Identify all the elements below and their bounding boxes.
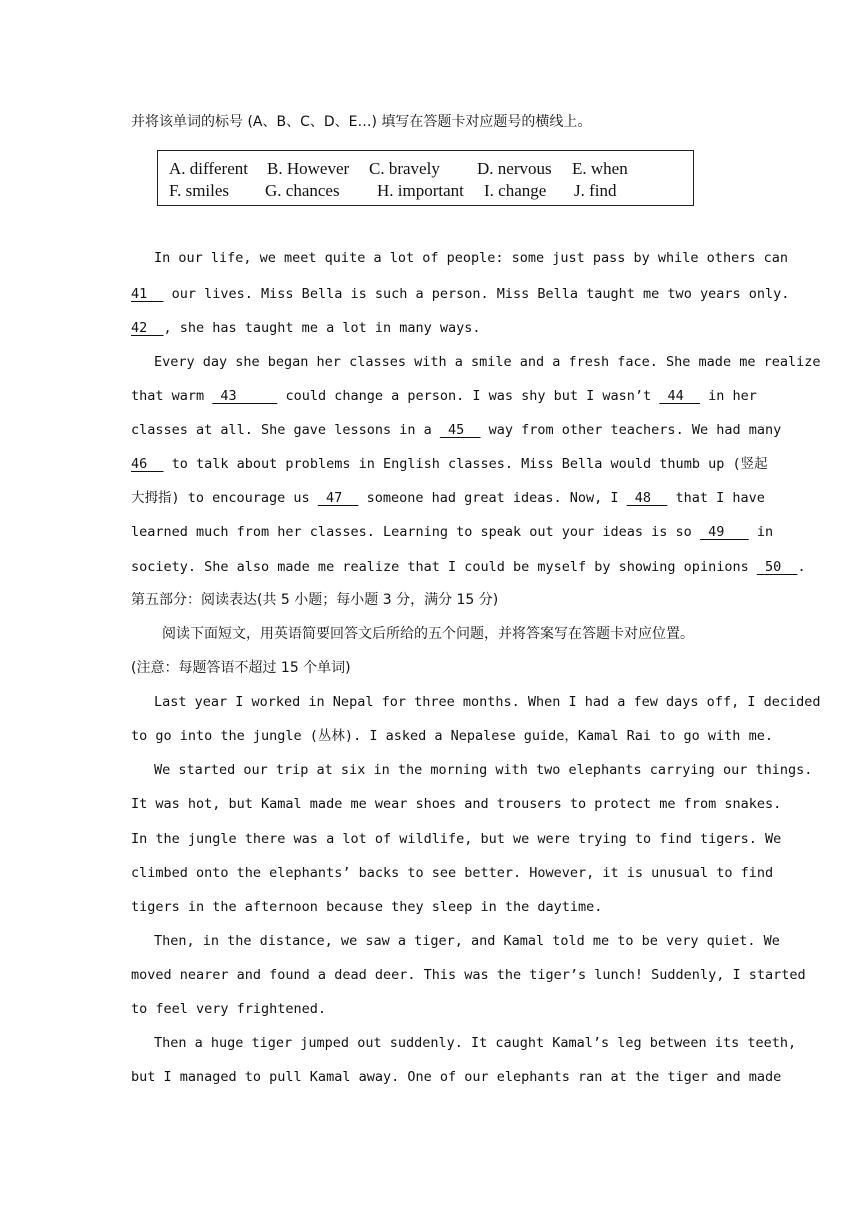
word-bank-box [157, 150, 694, 206]
passage-line: It was hot, but Kamal made me wear shoes and trousers to protect me from snakes. [131, 796, 782, 812]
section-title: 第五部分：阅读表达(共 5 小题；每小题 3 分，满分 15 分) [131, 592, 499, 608]
word-bank-option-c: C. bravely [369, 159, 440, 178]
answer-blank-45[interactable]: 45 [439, 422, 481, 438]
passage-line: Then, in the distance, we saw a tiger, and Kamal told me to be very quiet. We [154, 933, 780, 949]
passage-line: In the jungle there was a lot of wildlife, but we were trying to find tigers. We [131, 831, 782, 847]
passage-line: but I managed to pull Kamal away. One of our elephants ran at the tiger and made [131, 1069, 782, 1085]
section-note: (注意：每题答语不超过 15 个单词) [131, 660, 351, 676]
cloze-line: 46 to talk about problems in English classes. Miss Bella would thumb up (竖起 [131, 456, 768, 472]
answer-blank-47[interactable]: 47 [317, 490, 359, 506]
passage-line: to go into the jungle (丛林). I asked a Nepalese guide，Kamal Rai to go with me. [131, 728, 773, 744]
word-bank-option-i: I. change [484, 181, 547, 200]
word-bank-option-e: E. when [572, 159, 628, 178]
cloze-line: 大拇指) to encourage us 47 someone had great ideas. Now, I 48 that I have [131, 490, 765, 506]
cloze-line: society. She also made me realize that I could be myself by showing opinions 50 . [131, 559, 806, 575]
word-bank-option-g: G. chances [265, 181, 340, 200]
answer-blank-50[interactable]: 50 [756, 559, 798, 575]
passage-line: to feel very frightened. [131, 1001, 327, 1017]
word-bank-option-j: J. find [574, 181, 617, 200]
answer-blank-48[interactable]: 48 [626, 490, 668, 506]
answer-blank-44[interactable]: 44 [659, 388, 700, 404]
cloze-line: 41 our lives. Miss Bella is such a person. Miss Bella taught me two years only. [131, 286, 790, 302]
answer-blank-43[interactable]: 43 [212, 388, 278, 404]
answer-blank-42[interactable]: 42 [131, 320, 164, 336]
answer-blank-49[interactable]: 49 [699, 524, 749, 540]
cloze-line: 42 , she has taught me a lot in many ways. [131, 320, 481, 336]
word-bank-option-b: B. However [267, 159, 350, 178]
instruction-top: 并将该单词的标号 (A、B、C、D、E…) 填写在答题卡对应题号的横线上。 [131, 114, 592, 130]
answer-blank-41[interactable]: 41 [131, 286, 164, 302]
answer-blank-46[interactable]: 46 [131, 456, 164, 472]
cloze-line: Every day she began her classes with a smile and a fresh face. She made me realize [154, 354, 821, 370]
word-bank-option-d: D. nervous [477, 159, 552, 178]
passage-line: climbed onto the elephants’ backs to see better. However, it is unusual to find [131, 865, 774, 881]
cloze-line: that warm 43 could change a person. I was shy but I wasn’t 44 in her [131, 388, 757, 404]
cloze-line: learned much from her classes. Learning to speak out your ideas is so 49 in [131, 524, 774, 540]
cloze-line: In our life, we meet quite a lot of people: some just pass by while others can [154, 250, 788, 266]
word-bank-option-f: F. smiles [169, 181, 230, 200]
cloze-line: classes at all. She gave lessons in a 45 way from other teachers. We had many [131, 422, 782, 438]
section-instruction: 阅读下面短文，用英语简要回答文后所给的五个问题，并将答案写在答题卡对应位置。 [162, 626, 694, 642]
word-bank-option-h: H. important [377, 181, 464, 200]
passage-line: moved nearer and found a dead deer. This was the tiger’s lunch! Suddenly, I started [131, 967, 806, 983]
passage-line: We started our trip at six in the morning with two elephants carrying our things. [154, 762, 813, 778]
passage-line: tigers in the afternoon because they sleep in the daytime. [131, 899, 603, 915]
word-bank-option-a: A. different [169, 159, 248, 178]
passage-line: Last year I worked in Nepal for three months. When I had a few days off, I decided [154, 694, 821, 710]
passage-line: Then a huge tiger jumped out suddenly. It caught Kamal’s leg between its teeth, [154, 1035, 797, 1051]
